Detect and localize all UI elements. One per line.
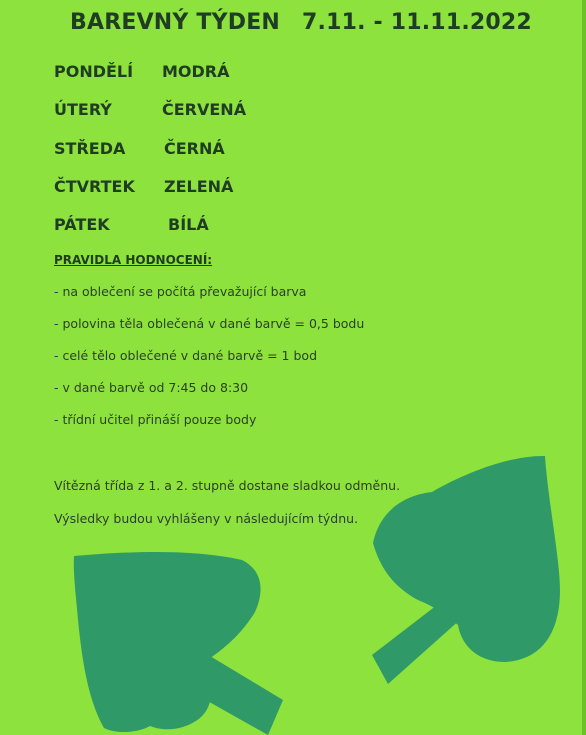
footer-line: Vítězná třída z 1. a 2. stupně dostane sladkou odměnu. <box>54 478 401 493</box>
rule-item: - na oblečení se počítá převažující barva <box>54 284 307 299</box>
leaf-right-icon <box>372 456 560 684</box>
schedule-color: ČERVENÁ <box>162 100 247 119</box>
schedule-day: STŘEDA <box>54 139 126 158</box>
schedule-day: ČTVRTEK <box>54 177 135 196</box>
footer-line: Výsledky budou vyhlášeny v následujícím týdnu. <box>54 511 359 526</box>
schedule-color: ZELENÁ <box>164 177 234 196</box>
schedule-day: PONDĚLÍ <box>54 62 134 81</box>
schedule-day: PÁTEK <box>54 215 110 234</box>
schedule-color: BÍLÁ <box>168 215 209 234</box>
rule-item: - třídní učitel přináší pouze body <box>54 412 257 427</box>
title-text: BAREVNÝ TÝDEN <box>70 10 281 35</box>
rule-item: - v dané barvě od 7:45 do 8:30 <box>54 380 249 395</box>
schedule-color: MODRÁ <box>162 62 230 81</box>
rule-item: - celé tělo oblečené v dané barvě = 1 bod <box>54 348 318 363</box>
title-dates: 7.11. - 11.11.2022 <box>302 10 532 35</box>
rules-heading: PRAVIDLA HODNOCENÍ: <box>54 253 213 267</box>
leaf-left-icon <box>74 552 283 735</box>
schedule-color: ČERNÁ <box>164 139 225 158</box>
schedule-day: ÚTERÝ <box>54 100 112 119</box>
rule-item: - polovina těla oblečená v dané barvě = 0,5 bodu <box>54 316 365 331</box>
